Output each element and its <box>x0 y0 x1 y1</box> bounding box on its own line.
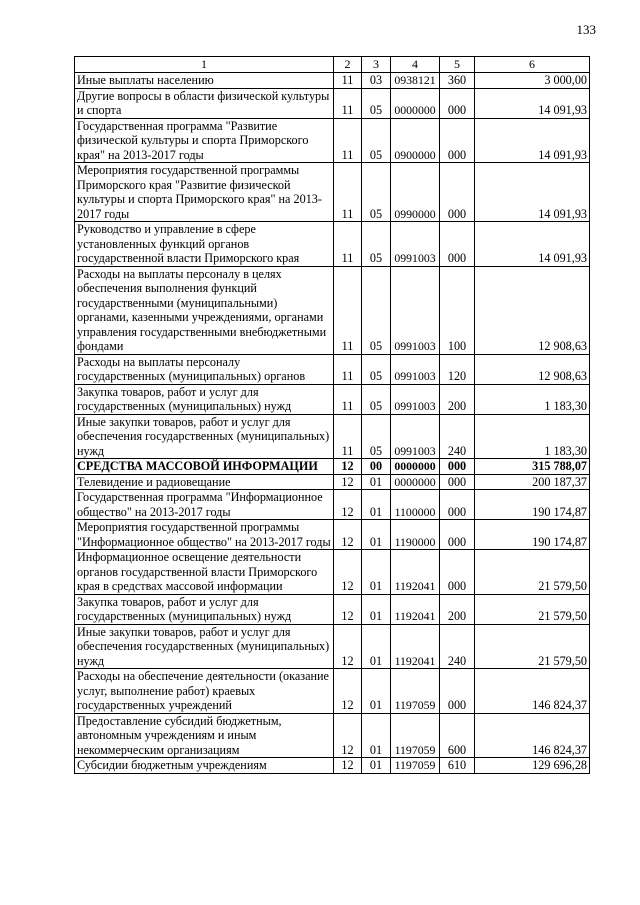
row-name-cell: Закупка товаров, работ и услуг для государственных (муниципальных) нужд <box>75 384 334 414</box>
header-cell-4: 4 <box>391 57 440 73</box>
row-subsection-cell: 01 <box>362 550 391 595</box>
row-subsection-cell: 05 <box>362 163 391 222</box>
row-sum-cell: 21 579,50 <box>475 624 590 669</box>
header-cell-6: 6 <box>475 57 590 73</box>
row-subsection-cell: 01 <box>362 758 391 774</box>
row-expense-type-cell: 000 <box>440 474 475 490</box>
row-sum-cell: 200 187,37 <box>475 474 590 490</box>
row-target-code-cell: 1197059 <box>391 669 440 714</box>
row-section-cell: 12 <box>334 520 362 550</box>
row-subsection-cell: 05 <box>362 118 391 163</box>
row-target-code-cell: 0991003 <box>391 222 440 267</box>
row-section-cell: 11 <box>334 414 362 459</box>
table-row <box>75 758 590 774</box>
row-sum-cell: 3 000,00 <box>475 73 590 89</box>
row-expense-type-cell: 200 <box>440 384 475 414</box>
row-section-cell: 12 <box>334 459 362 475</box>
header-cell-3: 3 <box>362 57 391 73</box>
table-row <box>75 624 590 669</box>
table-row <box>75 459 590 475</box>
row-expense-type-cell: 000 <box>440 459 475 475</box>
table-row <box>75 118 590 163</box>
row-section-cell: 11 <box>334 88 362 118</box>
row-section-cell: 12 <box>334 550 362 595</box>
row-name-cell: Предоставление субсидий бюджетным, автономным учреждениям и иным некоммерческим организациям <box>75 713 334 758</box>
row-subsection-cell: 05 <box>362 414 391 459</box>
row-name-cell: Иные закупки товаров, работ и услуг для обеспечения государственных (муниципальных) нужд <box>75 624 334 669</box>
row-expense-type-cell: 000 <box>440 490 475 520</box>
row-name-cell: Мероприятия государственной программы Приморского края "Развитие физической культуры и спорта Приморского края" на 2013-2017 годы <box>75 163 334 222</box>
row-name-cell: Иные выплаты населению <box>75 73 334 89</box>
table-row <box>75 163 590 222</box>
row-name-cell: Государственная программа "Развитие физической культуры и спорта Приморского края" на 2013-2017 годы <box>75 118 334 163</box>
row-target-code-cell: 1190000 <box>391 520 440 550</box>
row-expense-type-cell: 000 <box>440 88 475 118</box>
row-target-code-cell: 0900000 <box>391 118 440 163</box>
row-subsection-cell: 05 <box>362 222 391 267</box>
row-section-cell: 12 <box>334 490 362 520</box>
table-row <box>75 550 590 595</box>
row-subsection-cell: 05 <box>362 354 391 384</box>
row-expense-type-cell: 200 <box>440 594 475 624</box>
row-name-cell: Информационное освещение деятельности органов государственной власти Приморского края в средствах массовой информации <box>75 550 334 595</box>
header-cell-2: 2 <box>334 57 362 73</box>
budget-table <box>74 56 590 774</box>
row-section-cell: 11 <box>334 266 362 354</box>
table-row <box>75 669 590 714</box>
row-section-cell: 11 <box>334 354 362 384</box>
row-name-cell: Иные закупки товаров, работ и услуг для обеспечения государственных (муниципальных) нужд <box>75 414 334 459</box>
row-section-cell: 12 <box>334 713 362 758</box>
row-target-code-cell: 0000000 <box>391 459 440 475</box>
row-target-code-cell: 0991003 <box>391 266 440 354</box>
row-subsection-cell: 01 <box>362 520 391 550</box>
row-section-cell: 11 <box>334 73 362 89</box>
row-sum-cell: 14 091,93 <box>475 163 590 222</box>
row-section-cell: 11 <box>334 163 362 222</box>
row-name-cell: Телевидение и радиовещание <box>75 474 334 490</box>
row-name-cell: Закупка товаров, работ и услуг для государственных (муниципальных) нужд <box>75 594 334 624</box>
row-sum-cell: 14 091,93 <box>475 222 590 267</box>
row-expense-type-cell: 100 <box>440 266 475 354</box>
row-sum-cell: 129 696,28 <box>475 758 590 774</box>
row-name-cell: Расходы на обеспечение деятельности (оказание услуг, выполнение работ) краевых государственных учреждений <box>75 669 334 714</box>
table-row <box>75 594 590 624</box>
row-target-code-cell: 1197059 <box>391 713 440 758</box>
table-row <box>75 73 590 89</box>
row-subsection-cell: 01 <box>362 474 391 490</box>
table-row <box>75 713 590 758</box>
row-name-cell: Субсидии бюджетным учреждениям <box>75 758 334 774</box>
row-subsection-cell: 03 <box>362 73 391 89</box>
page-number: 133 <box>576 22 596 37</box>
row-section-cell: 12 <box>334 669 362 714</box>
row-expense-type-cell: 000 <box>440 550 475 595</box>
row-target-code-cell: 1197059 <box>391 758 440 774</box>
row-subsection-cell: 00 <box>362 459 391 475</box>
row-expense-type-cell: 000 <box>440 118 475 163</box>
row-target-code-cell: 1192041 <box>391 594 440 624</box>
row-expense-type-cell: 360 <box>440 73 475 89</box>
row-name-cell: Другие вопросы в области физической культуры и спорта <box>75 88 334 118</box>
row-subsection-cell: 05 <box>362 384 391 414</box>
row-expense-type-cell: 000 <box>440 163 475 222</box>
row-sum-cell: 14 091,93 <box>475 88 590 118</box>
row-section-cell: 12 <box>334 594 362 624</box>
row-section-cell: 11 <box>334 384 362 414</box>
header-cell-1: 1 <box>75 57 334 73</box>
header-cell-5: 5 <box>440 57 475 73</box>
row-sum-cell: 1 183,30 <box>475 414 590 459</box>
row-expense-type-cell: 120 <box>440 354 475 384</box>
row-subsection-cell: 01 <box>362 669 391 714</box>
row-sum-cell: 190 174,87 <box>475 520 590 550</box>
header-row <box>75 57 590 73</box>
row-sum-cell: 21 579,50 <box>475 550 590 595</box>
row-name-cell: Руководство и управление в сфере установленных функций органов государственной власти Приморского края <box>75 222 334 267</box>
row-section-cell: 11 <box>334 222 362 267</box>
row-expense-type-cell: 240 <box>440 414 475 459</box>
table-row <box>75 354 590 384</box>
row-name-cell: Расходы на выплаты персоналу в целях обеспечения выполнения функций государственными (муниципальными) органами, казенными учреждениями, органами управления государственными внебюджетными фондами <box>75 266 334 354</box>
row-target-code-cell: 0991003 <box>391 354 440 384</box>
row-target-code-cell: 0991003 <box>391 414 440 459</box>
row-target-code-cell: 0990000 <box>391 163 440 222</box>
row-sum-cell: 21 579,50 <box>475 594 590 624</box>
row-section-cell: 12 <box>334 758 362 774</box>
row-sum-cell: 315 788,07 <box>475 459 590 475</box>
row-target-code-cell: 1100000 <box>391 490 440 520</box>
row-section-cell: 12 <box>334 624 362 669</box>
row-subsection-cell: 01 <box>362 490 391 520</box>
row-subsection-cell: 05 <box>362 266 391 354</box>
row-section-cell: 12 <box>334 474 362 490</box>
table-row <box>75 474 590 490</box>
row-expense-type-cell: 000 <box>440 222 475 267</box>
row-target-code-cell: 0991003 <box>391 384 440 414</box>
row-name-cell: СРЕДСТВА МАССОВОЙ ИНФОРМАЦИИ <box>75 459 334 475</box>
row-expense-type-cell: 610 <box>440 758 475 774</box>
row-target-code-cell: 0000000 <box>391 88 440 118</box>
row-name-cell: Расходы на выплаты персоналу государственных (муниципальных) органов <box>75 354 334 384</box>
row-sum-cell: 190 174,87 <box>475 490 590 520</box>
row-name-cell: Мероприятия государственной программы "Информационное общество" на 2013-2017 годы <box>75 520 334 550</box>
table-row <box>75 414 590 459</box>
row-sum-cell: 146 824,37 <box>475 669 590 714</box>
row-expense-type-cell: 000 <box>440 520 475 550</box>
row-expense-type-cell: 600 <box>440 713 475 758</box>
row-subsection-cell: 01 <box>362 594 391 624</box>
row-name-cell: Государственная программа "Информационное общество" на 2013-2017 годы <box>75 490 334 520</box>
row-target-code-cell: 1192041 <box>391 550 440 595</box>
row-sum-cell: 146 824,37 <box>475 713 590 758</box>
table-row <box>75 520 590 550</box>
row-target-code-cell: 1192041 <box>391 624 440 669</box>
row-sum-cell: 1 183,30 <box>475 384 590 414</box>
row-expense-type-cell: 240 <box>440 624 475 669</box>
row-sum-cell: 12 908,63 <box>475 266 590 354</box>
row-subsection-cell: 01 <box>362 713 391 758</box>
table-row <box>75 384 590 414</box>
row-subsection-cell: 01 <box>362 624 391 669</box>
row-sum-cell: 12 908,63 <box>475 354 590 384</box>
row-target-code-cell: 0938121 <box>391 73 440 89</box>
row-section-cell: 11 <box>334 118 362 163</box>
table-row <box>75 266 590 354</box>
row-sum-cell: 14 091,93 <box>475 118 590 163</box>
row-expense-type-cell: 000 <box>440 669 475 714</box>
table-row <box>75 88 590 118</box>
row-subsection-cell: 05 <box>362 88 391 118</box>
table-row <box>75 222 590 267</box>
row-target-code-cell: 0000000 <box>391 474 440 490</box>
table-row <box>75 490 590 520</box>
